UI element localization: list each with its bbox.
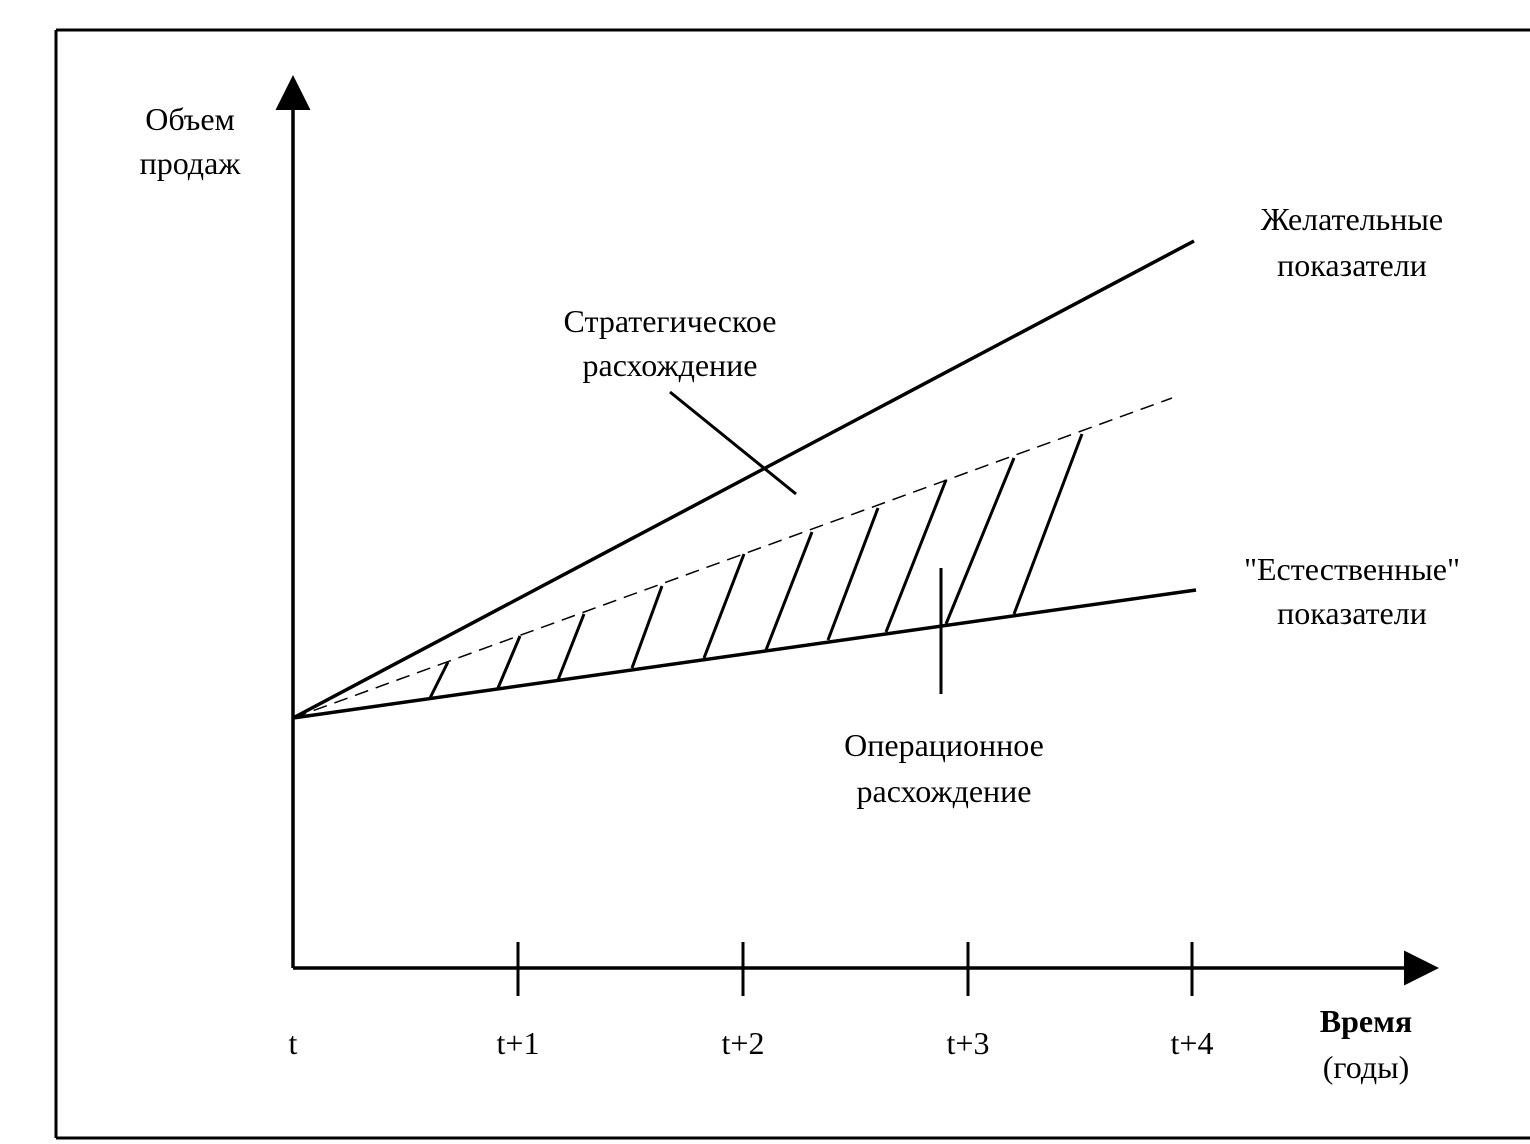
hatch-line bbox=[946, 458, 1014, 624]
desired-label-line2: показатели bbox=[1277, 247, 1427, 283]
hatch-line bbox=[886, 480, 946, 632]
x-tick-label-2: t+2 bbox=[721, 1025, 765, 1061]
x-tick-label-0: t bbox=[288, 1025, 298, 1061]
natural-label-line1: "Естественные" bbox=[1243, 551, 1461, 587]
natural-label-line2: показатели bbox=[1277, 595, 1427, 631]
hatch-line bbox=[828, 508, 878, 640]
y-axis-label-line2: продаж bbox=[139, 145, 241, 181]
strategic-gap-label-line2: расхождение bbox=[582, 347, 758, 383]
hatch-line bbox=[558, 614, 584, 680]
hatch-line bbox=[632, 586, 662, 668]
x-axis-label: Время bbox=[1319, 1003, 1413, 1039]
hatch-line bbox=[766, 532, 812, 650]
strategic-gap-label-line1: Стратегическое bbox=[563, 303, 777, 339]
strategic-gap-pointer bbox=[670, 392, 796, 494]
natural-line bbox=[293, 590, 1196, 718]
hatch-line bbox=[430, 662, 448, 698]
desired-label-line1: Желательные bbox=[1260, 201, 1444, 237]
hatch-line bbox=[498, 636, 520, 688]
hatch-line bbox=[1014, 434, 1082, 614]
potential-dashed-line bbox=[293, 398, 1172, 718]
hatch-line bbox=[704, 554, 744, 658]
x-axis-sublabel: (годы) bbox=[1322, 1049, 1410, 1085]
operational-gap-label-line1: Операционное bbox=[844, 727, 1044, 763]
x-tick-label-4: t+4 bbox=[1170, 1025, 1214, 1061]
x-tick-label-1: t+1 bbox=[496, 1025, 540, 1061]
y-axis-label-line1: Объем bbox=[145, 101, 235, 137]
operational-gap-label-line2: расхождение bbox=[856, 773, 1032, 809]
x-tick-label-3: t+3 bbox=[946, 1025, 990, 1061]
